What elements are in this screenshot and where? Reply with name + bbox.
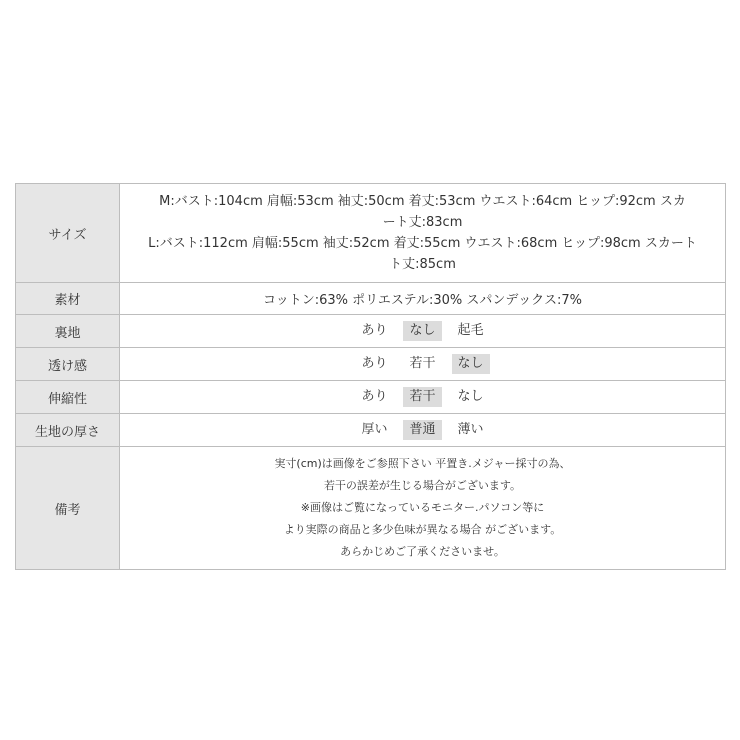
material-value: コットン:63% ポリエステル:30% スパンデックス:7% <box>120 283 726 315</box>
thickness-row <box>16 414 726 447</box>
option-item: あり <box>361 323 388 338</box>
stretch-options <box>120 381 726 414</box>
stretch-label: 伸縮性 <box>16 381 120 414</box>
option-item: 起毛 <box>457 323 484 338</box>
option-item-selected: 普通 <box>403 420 441 440</box>
stretch-row <box>16 381 726 414</box>
note-line: 実寸(cm)は画像をご参照下さい 平置き.メジャー採寸の為、 <box>274 457 571 470</box>
notes-label: 備考 <box>16 447 120 570</box>
size-line: L:バスト:112cm 肩幅:55cm 袖丈:52cm 着丈:55cm ウエスト:68cm ヒップ:98cm スカート <box>148 235 697 251</box>
spec-table <box>15 183 726 570</box>
option-item: あり <box>361 389 388 404</box>
size-label: サイズ <box>16 184 120 283</box>
lining-options <box>120 315 726 348</box>
size-line: M:バスト:104cm 肩幅:53cm 袖丈:50cm 着丈:53cm ウエスト:64cm ヒップ:92cm スカ <box>159 193 686 209</box>
note-line: あらかじめご了承くださいませ。 <box>340 545 505 558</box>
lining-row <box>16 315 726 348</box>
size-line: ト丈:85cm <box>389 256 456 272</box>
notes-row <box>16 447 726 570</box>
size-value <box>120 184 726 283</box>
notes-value <box>120 447 726 570</box>
sheerness-row <box>16 348 726 381</box>
thickness-options <box>120 414 726 447</box>
option-item: 厚い <box>361 422 388 437</box>
lining-label: 裏地 <box>16 315 120 348</box>
thickness-label: 生地の厚さ <box>16 414 120 447</box>
option-item: なし <box>457 389 484 404</box>
option-item-selected: 若干 <box>403 387 441 407</box>
option-item: あり <box>361 356 388 371</box>
size-row <box>16 184 726 283</box>
size-line: ート丈:83cm <box>382 214 463 230</box>
material-label: 素材 <box>16 283 120 315</box>
note-line: ※画像はご覧になっているモニター.パソコン等に <box>300 501 545 514</box>
material-row <box>16 283 726 315</box>
option-item: 若干 <box>409 356 436 371</box>
sheerness-options <box>120 348 726 381</box>
option-item: 薄い <box>457 422 484 437</box>
option-item-selected: なし <box>452 354 490 374</box>
note-line: 若干の誤差が生じる場合がございます。 <box>323 479 522 492</box>
note-line: より実際の商品と多少色味が異なる場合 がございます。 <box>283 523 562 536</box>
option-item-selected: なし <box>403 321 441 341</box>
sheerness-label: 透け感 <box>16 348 120 381</box>
